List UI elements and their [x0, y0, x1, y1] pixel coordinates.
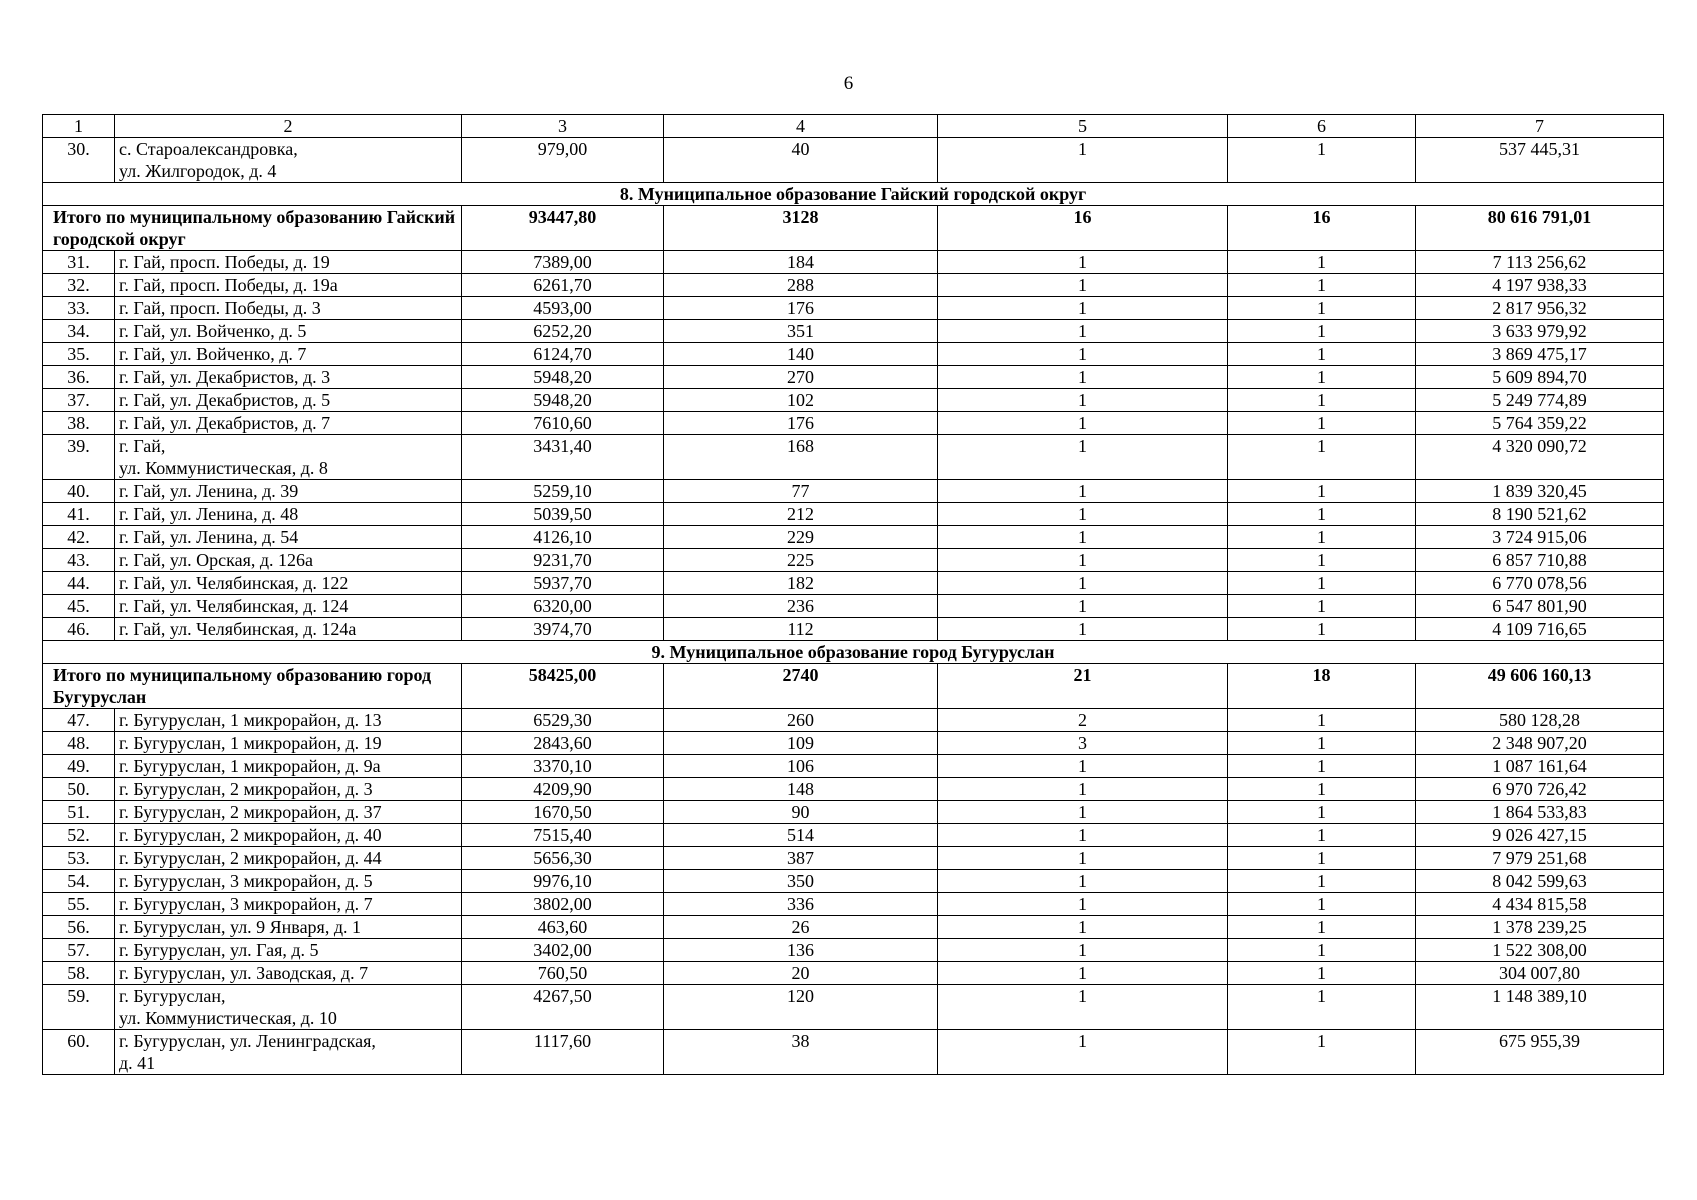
- row-col6: 1: [1228, 343, 1416, 366]
- row-col6: 1: [1228, 939, 1416, 962]
- row-cost: 4 197 938,33: [1416, 274, 1664, 297]
- row-number: 57.: [43, 939, 115, 962]
- row-address: г. Гай, просп. Победы, д. 3: [115, 297, 462, 320]
- row-col4: 90: [664, 801, 938, 824]
- row-address: г. Гай, ул. Ленина, д. 54: [115, 526, 462, 549]
- row-col6: 1: [1228, 526, 1416, 549]
- row-number: 30.: [43, 138, 115, 183]
- row-number: 35.: [43, 343, 115, 366]
- row-col4: 225: [664, 549, 938, 572]
- row-number: 31.: [43, 251, 115, 274]
- row-area: 6252,20: [462, 320, 664, 343]
- section-heading-row: [43, 183, 1664, 206]
- row-col6: 1: [1228, 1030, 1416, 1075]
- row-cost: 6 770 078,56: [1416, 572, 1664, 595]
- column-number-1: 1: [43, 115, 115, 138]
- table-row: [43, 480, 1664, 503]
- row-cost: 7 113 256,62: [1416, 251, 1664, 274]
- row-number: 60.: [43, 1030, 115, 1075]
- row-cost: 5 609 894,70: [1416, 366, 1664, 389]
- row-area: 1117,60: [462, 1030, 664, 1075]
- table-row: [43, 939, 1664, 962]
- row-cost: 3 633 979,92: [1416, 320, 1664, 343]
- row-cost: 9 026 427,15: [1416, 824, 1664, 847]
- row-cost: 1 148 389,10: [1416, 985, 1664, 1030]
- row-area: 7515,40: [462, 824, 664, 847]
- row-number: 36.: [43, 366, 115, 389]
- row-address: г. Бугуруслан, 3 микрорайон, д. 5: [115, 870, 462, 893]
- housing-table: [42, 114, 1664, 1075]
- row-col5: 1: [938, 389, 1228, 412]
- row-cost: 8 042 599,63: [1416, 870, 1664, 893]
- subtotal-label: Итого по муниципальному образованию город Бугуруслан: [43, 664, 462, 709]
- row-col4: 148: [664, 778, 938, 801]
- row-area: 6124,70: [462, 343, 664, 366]
- row-address: г. Гай, ул. Декабристов, д. 5: [115, 389, 462, 412]
- row-col5: 1: [938, 893, 1228, 916]
- row-area: 3974,70: [462, 618, 664, 641]
- table-row: [43, 847, 1664, 870]
- row-col4: 336: [664, 893, 938, 916]
- row-cost: 4 434 815,58: [1416, 893, 1664, 916]
- row-area: 5656,30: [462, 847, 664, 870]
- table-row: [43, 343, 1664, 366]
- row-address: г. Бугуруслан, ул. Коммунистическая, д. 10: [115, 985, 462, 1030]
- row-number: 38.: [43, 412, 115, 435]
- section-title: 8. Муниципальное образование Гайский городской округ: [43, 183, 1664, 206]
- row-col5: 1: [938, 503, 1228, 526]
- row-address: г. Гай, ул. Войченко, д. 5: [115, 320, 462, 343]
- subtotal-cost: 49 606 160,13: [1416, 664, 1664, 709]
- row-col5: 1: [938, 251, 1228, 274]
- subtotal-label: Итого по муниципальному образованию Гайский городской округ: [43, 206, 462, 251]
- row-col5: 1: [938, 870, 1228, 893]
- row-col4: 182: [664, 572, 938, 595]
- row-cost: 3 869 475,17: [1416, 343, 1664, 366]
- row-number: 54.: [43, 870, 115, 893]
- row-address: г. Бугуруслан, 2 микрорайон, д. 40: [115, 824, 462, 847]
- row-address: г. Гай, ул. Ленина, д. 48: [115, 503, 462, 526]
- row-cost: 5 249 774,89: [1416, 389, 1664, 412]
- row-number: 49.: [43, 755, 115, 778]
- table-row: [43, 893, 1664, 916]
- row-col5: 1: [938, 549, 1228, 572]
- row-col5: 1: [938, 412, 1228, 435]
- subtotal-col5: 21: [938, 664, 1228, 709]
- row-number: 59.: [43, 985, 115, 1030]
- column-number-2: 2: [115, 115, 462, 138]
- table-row: [43, 824, 1664, 847]
- section-heading-row: [43, 641, 1664, 664]
- table-row: [43, 1030, 1664, 1075]
- row-col6: 1: [1228, 618, 1416, 641]
- row-address: г. Бугуруслан, 2 микрорайон, д. 37: [115, 801, 462, 824]
- table-row: [43, 320, 1664, 343]
- row-col4: 229: [664, 526, 938, 549]
- row-cost: 580 128,28: [1416, 709, 1664, 732]
- row-col4: 40: [664, 138, 938, 183]
- row-col4: 184: [664, 251, 938, 274]
- table-row: [43, 755, 1664, 778]
- row-cost: 4 320 090,72: [1416, 435, 1664, 480]
- row-area: 2843,60: [462, 732, 664, 755]
- row-col6: 1: [1228, 985, 1416, 1030]
- table-row: [43, 962, 1664, 985]
- row-col4: 140: [664, 343, 938, 366]
- row-col6: 1: [1228, 435, 1416, 480]
- table-row: [43, 297, 1664, 320]
- row-col4: 102: [664, 389, 938, 412]
- row-col6: 1: [1228, 595, 1416, 618]
- table-row: [43, 985, 1664, 1030]
- row-col5: 1: [938, 435, 1228, 480]
- row-col6: 1: [1228, 503, 1416, 526]
- row-cost: 8 190 521,62: [1416, 503, 1664, 526]
- row-col4: 38: [664, 1030, 938, 1075]
- row-number: 44.: [43, 572, 115, 595]
- row-address: г. Бугуруслан, 3 микрорайон, д. 7: [115, 893, 462, 916]
- column-number-5: 5: [938, 115, 1228, 138]
- row-number: 37.: [43, 389, 115, 412]
- table-row: [43, 251, 1664, 274]
- row-number: 33.: [43, 297, 115, 320]
- row-number: 41.: [43, 503, 115, 526]
- row-col4: 168: [664, 435, 938, 480]
- table-row: [43, 618, 1664, 641]
- row-area: 5948,20: [462, 389, 664, 412]
- table-row: [43, 801, 1664, 824]
- row-col6: 1: [1228, 893, 1416, 916]
- row-address: г. Гай, ул. Войченко, д. 7: [115, 343, 462, 366]
- row-number: 58.: [43, 962, 115, 985]
- row-col5: 1: [938, 847, 1228, 870]
- subtotal-col4: 2740: [664, 664, 938, 709]
- column-number-header-row: [43, 115, 1664, 138]
- row-address: г. Гай, ул. Ленина, д. 39: [115, 480, 462, 503]
- row-address: г. Гай, ул. Декабристов, д. 3: [115, 366, 462, 389]
- row-col4: 351: [664, 320, 938, 343]
- row-area: 4267,50: [462, 985, 664, 1030]
- row-col5: 1: [938, 939, 1228, 962]
- table-row: [43, 732, 1664, 755]
- row-col4: 350: [664, 870, 938, 893]
- row-col6: 1: [1228, 480, 1416, 503]
- row-col6: 1: [1228, 732, 1416, 755]
- row-area: 3431,40: [462, 435, 664, 480]
- row-cost: 1 522 308,00: [1416, 939, 1664, 962]
- row-number: 50.: [43, 778, 115, 801]
- row-col4: 112: [664, 618, 938, 641]
- row-number: 40.: [43, 480, 115, 503]
- row-number: 43.: [43, 549, 115, 572]
- row-col6: 1: [1228, 549, 1416, 572]
- row-area: 9231,70: [462, 549, 664, 572]
- row-col4: 176: [664, 297, 938, 320]
- row-col5: 1: [938, 297, 1228, 320]
- table-row: [43, 389, 1664, 412]
- table-row: [43, 412, 1664, 435]
- row-address: г. Гай, ул. Челябинская, д. 122: [115, 572, 462, 595]
- row-address: г. Гай, просп. Победы, д. 19а: [115, 274, 462, 297]
- row-col5: 1: [938, 480, 1228, 503]
- page-number: 6: [843, 73, 854, 94]
- row-area: 3802,00: [462, 893, 664, 916]
- row-cost: 7 979 251,68: [1416, 847, 1664, 870]
- section-title: 9. Муниципальное образование город Бугуруслан: [43, 641, 1664, 664]
- row-area: 463,60: [462, 916, 664, 939]
- row-number: 46.: [43, 618, 115, 641]
- row-col5: 1: [938, 526, 1228, 549]
- row-col6: 1: [1228, 366, 1416, 389]
- row-area: 5039,50: [462, 503, 664, 526]
- row-col6: 1: [1228, 778, 1416, 801]
- row-area: 6320,00: [462, 595, 664, 618]
- row-col4: 212: [664, 503, 938, 526]
- row-cost: 675 955,39: [1416, 1030, 1664, 1075]
- row-col4: 26: [664, 916, 938, 939]
- row-cost: 2 817 956,32: [1416, 297, 1664, 320]
- row-number: 55.: [43, 893, 115, 916]
- row-area: 6529,30: [462, 709, 664, 732]
- row-col4: 387: [664, 847, 938, 870]
- row-col5: 1: [938, 320, 1228, 343]
- row-area: 760,50: [462, 962, 664, 985]
- row-col5: 1: [938, 916, 1228, 939]
- table-row: [43, 274, 1664, 297]
- table-row: [43, 549, 1664, 572]
- row-col4: 136: [664, 939, 938, 962]
- subtotal-area: 58425,00: [462, 664, 664, 709]
- row-col5: 2: [938, 709, 1228, 732]
- row-area: 5259,10: [462, 480, 664, 503]
- row-col5: 3: [938, 732, 1228, 755]
- row-address: г. Бугуруслан, 1 микрорайон, д. 13: [115, 709, 462, 732]
- row-address: г. Гай, ул. Челябинская, д. 124: [115, 595, 462, 618]
- subtotal-cost: 80 616 791,01: [1416, 206, 1664, 251]
- subtotal-col6: 16: [1228, 206, 1416, 251]
- row-col6: 1: [1228, 389, 1416, 412]
- row-number: 42.: [43, 526, 115, 549]
- row-area: 3370,10: [462, 755, 664, 778]
- row-number: 53.: [43, 847, 115, 870]
- table-row: [43, 526, 1664, 549]
- row-address: г. Бугуруслан, ул. Ленинградская, д. 41: [115, 1030, 462, 1075]
- subtotal-col4: 3128: [664, 206, 938, 251]
- row-number: 47.: [43, 709, 115, 732]
- row-cost: 1 839 320,45: [1416, 480, 1664, 503]
- row-cost: 2 348 907,20: [1416, 732, 1664, 755]
- row-address: г. Гай, ул. Челябинская, д. 124а: [115, 618, 462, 641]
- row-cost: 1 864 533,83: [1416, 801, 1664, 824]
- row-col6: 1: [1228, 962, 1416, 985]
- row-col6: 1: [1228, 320, 1416, 343]
- row-cost: 6 857 710,88: [1416, 549, 1664, 572]
- row-col4: 270: [664, 366, 938, 389]
- subtotal-col6: 18: [1228, 664, 1416, 709]
- subtotal-col5: 16: [938, 206, 1228, 251]
- row-number: 56.: [43, 916, 115, 939]
- row-cost: 537 445,31: [1416, 138, 1664, 183]
- row-col5: 1: [938, 366, 1228, 389]
- row-area: 979,00: [462, 138, 664, 183]
- row-cost: 6 547 801,90: [1416, 595, 1664, 618]
- row-col5: 1: [938, 962, 1228, 985]
- row-col5: 1: [938, 618, 1228, 641]
- table-row: [43, 435, 1664, 480]
- row-col4: 514: [664, 824, 938, 847]
- row-address: г. Бугуруслан, 2 микрорайон, д. 3: [115, 778, 462, 801]
- row-address: г. Бугуруслан, 1 микрорайон, д. 19: [115, 732, 462, 755]
- row-col6: 1: [1228, 572, 1416, 595]
- row-address: г. Гай, просп. Победы, д. 19: [115, 251, 462, 274]
- row-col6: 1: [1228, 801, 1416, 824]
- row-col5: 1: [938, 138, 1228, 183]
- row-area: 7610,60: [462, 412, 664, 435]
- row-col4: 120: [664, 985, 938, 1030]
- row-area: 5937,70: [462, 572, 664, 595]
- row-area: 9976,10: [462, 870, 664, 893]
- table-row: [43, 595, 1664, 618]
- row-col5: 1: [938, 274, 1228, 297]
- table-row: [43, 870, 1664, 893]
- row-address: г. Гай, ул. Коммунистическая, д. 8: [115, 435, 462, 480]
- row-number: 48.: [43, 732, 115, 755]
- table-row: [43, 138, 1664, 183]
- row-area: 4126,10: [462, 526, 664, 549]
- column-number-7: 7: [1416, 115, 1664, 138]
- row-col6: 1: [1228, 870, 1416, 893]
- row-area: 7389,00: [462, 251, 664, 274]
- subtotal-area: 93447,80: [462, 206, 664, 251]
- row-col4: 176: [664, 412, 938, 435]
- row-address: г. Бугуруслан, 1 микрорайон, д. 9а: [115, 755, 462, 778]
- row-col4: 20: [664, 962, 938, 985]
- row-area: 6261,70: [462, 274, 664, 297]
- row-col5: 1: [938, 778, 1228, 801]
- row-area: 5948,20: [462, 366, 664, 389]
- row-col6: 1: [1228, 251, 1416, 274]
- row-col5: 1: [938, 824, 1228, 847]
- row-col5: 1: [938, 572, 1228, 595]
- row-address: г. Бугуруслан, ул. 9 Января, д. 1: [115, 916, 462, 939]
- row-cost: 3 724 915,06: [1416, 526, 1664, 549]
- row-col5: 1: [938, 755, 1228, 778]
- row-number: 52.: [43, 824, 115, 847]
- row-address: с. Староалександровка, ул. Жилгородок, д. 4: [115, 138, 462, 183]
- row-address: г. Бугуруслан, ул. Гая, д. 5: [115, 939, 462, 962]
- row-col6: 1: [1228, 274, 1416, 297]
- column-number-6: 6: [1228, 115, 1416, 138]
- row-address: г. Гай, ул. Орская, д. 126а: [115, 549, 462, 572]
- row-area: 4593,00: [462, 297, 664, 320]
- row-col4: 109: [664, 732, 938, 755]
- table-body: [43, 115, 1664, 1075]
- row-col5: 1: [938, 801, 1228, 824]
- row-cost: 304 007,80: [1416, 962, 1664, 985]
- row-col6: 1: [1228, 709, 1416, 732]
- row-number: 45.: [43, 595, 115, 618]
- row-cost: 1 087 161,64: [1416, 755, 1664, 778]
- table-row: [43, 709, 1664, 732]
- row-col5: 1: [938, 595, 1228, 618]
- table-row: [43, 778, 1664, 801]
- subtotal-row: [43, 206, 1664, 251]
- row-col6: 1: [1228, 138, 1416, 183]
- row-col4: 288: [664, 274, 938, 297]
- row-address: г. Бугуруслан, ул. Заводская, д. 7: [115, 962, 462, 985]
- row-number: 32.: [43, 274, 115, 297]
- row-col4: 236: [664, 595, 938, 618]
- row-col6: 1: [1228, 412, 1416, 435]
- row-col4: 77: [664, 480, 938, 503]
- row-number: 51.: [43, 801, 115, 824]
- row-cost: 5 764 359,22: [1416, 412, 1664, 435]
- row-col6: 1: [1228, 824, 1416, 847]
- row-col6: 1: [1228, 755, 1416, 778]
- row-col6: 1: [1228, 847, 1416, 870]
- row-area: 4209,90: [462, 778, 664, 801]
- row-cost: 4 109 716,65: [1416, 618, 1664, 641]
- row-cost: 6 970 726,42: [1416, 778, 1664, 801]
- table-row: [43, 503, 1664, 526]
- table-row: [43, 916, 1664, 939]
- row-address: г. Гай, ул. Декабристов, д. 7: [115, 412, 462, 435]
- subtotal-row: [43, 664, 1664, 709]
- row-area: 1670,50: [462, 801, 664, 824]
- row-number: 34.: [43, 320, 115, 343]
- row-col6: 1: [1228, 916, 1416, 939]
- row-number: 39.: [43, 435, 115, 480]
- row-cost: 1 378 239,25: [1416, 916, 1664, 939]
- row-address: г. Бугуруслан, 2 микрорайон, д. 44: [115, 847, 462, 870]
- column-number-4: 4: [664, 115, 938, 138]
- column-number-3: 3: [462, 115, 664, 138]
- row-col4: 106: [664, 755, 938, 778]
- table-row: [43, 572, 1664, 595]
- row-col4: 260: [664, 709, 938, 732]
- row-area: 3402,00: [462, 939, 664, 962]
- row-col5: 1: [938, 985, 1228, 1030]
- row-col5: 1: [938, 343, 1228, 366]
- table-row: [43, 366, 1664, 389]
- row-col5: 1: [938, 1030, 1228, 1075]
- row-col6: 1: [1228, 297, 1416, 320]
